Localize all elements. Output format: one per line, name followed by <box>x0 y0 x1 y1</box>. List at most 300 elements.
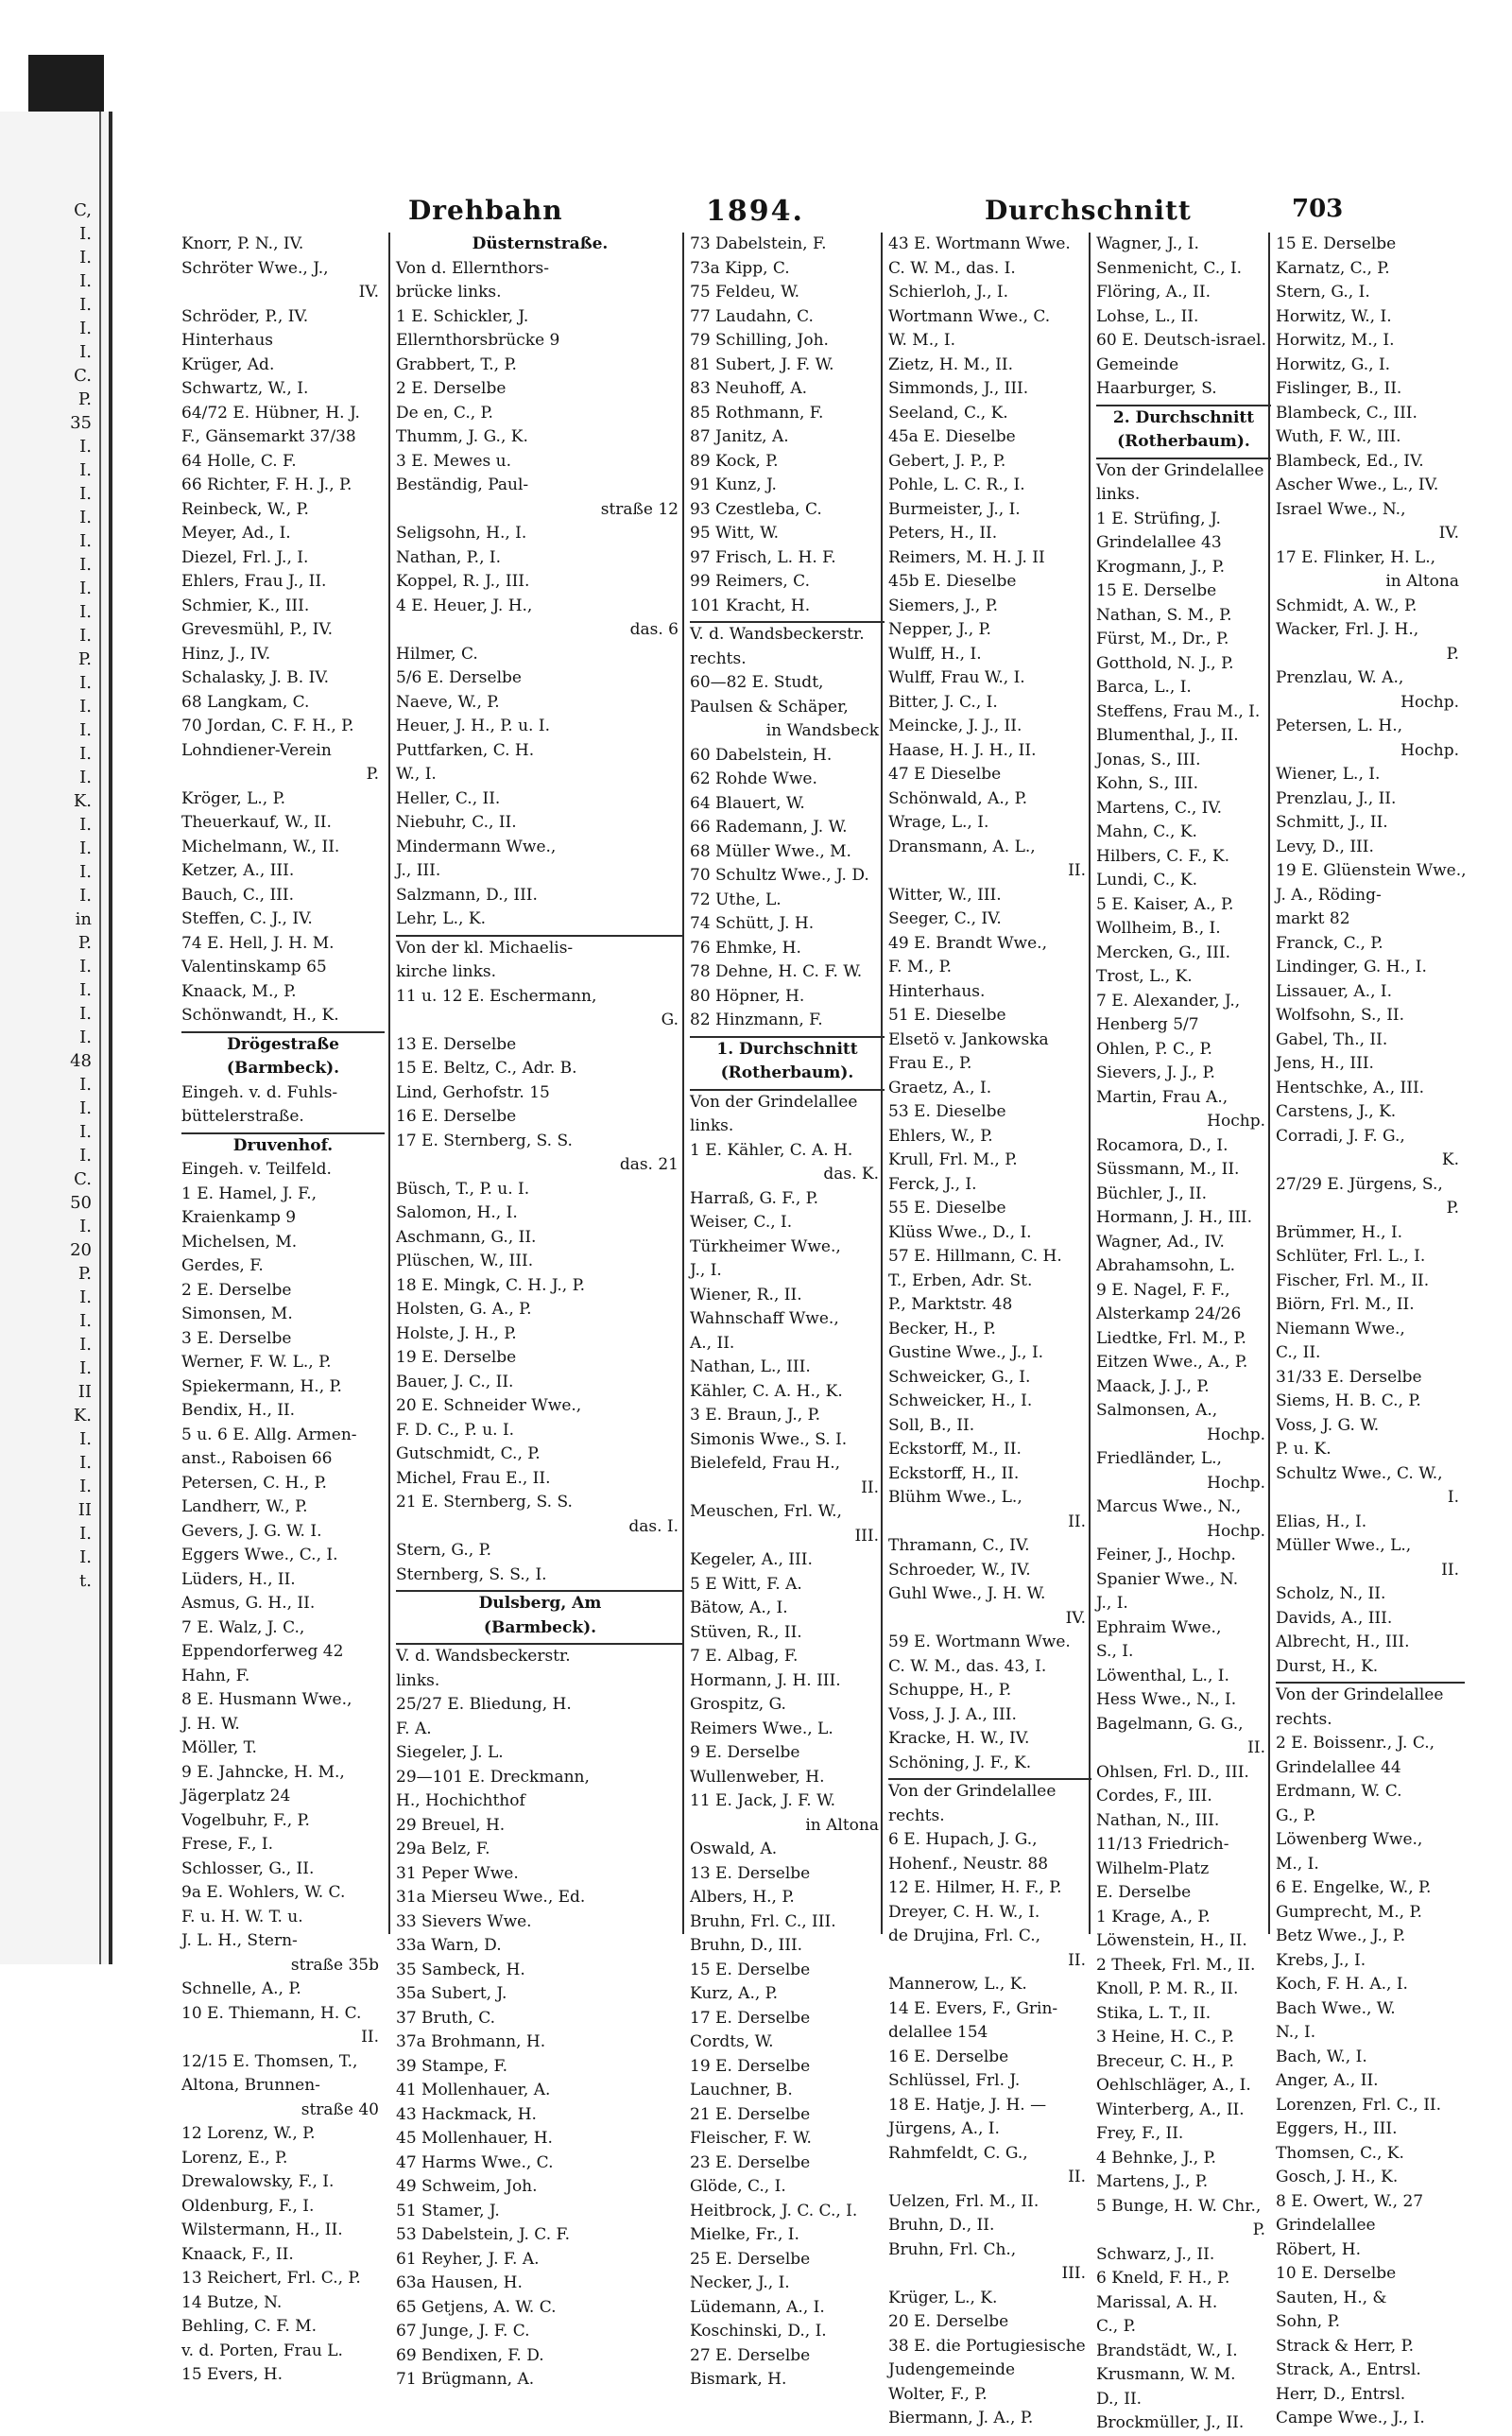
directory-entry: 38 E. die Portugiesische <box>888 2336 1086 2356</box>
directory-entry: delallee 154 <box>888 2023 988 2042</box>
directory-entry: 25 E. Derselbe <box>690 2249 811 2269</box>
directory-entry: Salmonsen, A., <box>1096 1401 1218 1420</box>
directory-entry: markt 82 <box>1276 909 1350 928</box>
directory-entry: (Rotherbaum). <box>720 1063 854 1082</box>
directory-entry: 63a Hausen, H. <box>396 2273 523 2292</box>
directory-entry: Horwitz, W., I. <box>1276 306 1392 326</box>
directory-entry: Elias, H., I. <box>1276 1512 1367 1531</box>
directory-columns <box>115 233 1467 2432</box>
directory-entry: 66 Richter, F. H. J., P. <box>181 475 352 494</box>
directory-entry: Weiser, C., I. <box>690 1213 793 1232</box>
directory-entry: Anger, A., II. <box>1276 2071 1379 2090</box>
directory-entry: Haase, H. J. H., II. <box>888 740 1037 760</box>
directory-entry: Kracke, H. W., IV. <box>888 1729 1030 1748</box>
directory-entry: 97 Frisch, L. H. F. <box>690 547 836 567</box>
directory-entry: 47 Harms Wwe., C. <box>396 2152 554 2172</box>
left-fragment-line: K. <box>73 791 92 811</box>
directory-entry: Hahn, F. <box>181 1666 250 1685</box>
directory-entry: J., I. <box>1096 1594 1128 1613</box>
directory-entry: 2 E. Derselbe <box>181 1280 292 1300</box>
directory-entry: P. u. K. <box>1276 1440 1332 1459</box>
directory-entry: Franck, C., P. <box>1276 933 1383 953</box>
directory-entry: 73a Kipp, C. <box>690 258 790 278</box>
directory-entry: Von der Grindelallee <box>888 1778 1091 1805</box>
directory-entry: Heller, C., II. <box>396 788 501 808</box>
directory-entry: Lohse, L., II. <box>1096 306 1199 326</box>
directory-entry: Schönwandt, H., K. <box>181 1006 339 1025</box>
directory-entry: Seligsohn, H., I. <box>396 524 527 543</box>
directory-entry: de Drujina, Frl. C., <box>888 1926 1041 1945</box>
directory-entry: 59 E. Wortmann Wwe. <box>888 1633 1071 1651</box>
directory-entry: Reimers Wwe., L. <box>690 1719 833 1738</box>
column-3 <box>682 233 885 2389</box>
directory-entry: Eingeh. v. d. Fuhls- <box>181 1082 338 1102</box>
directory-entry: Bätow, A., I. <box>690 1598 788 1617</box>
directory-entry: Pohle, L. C. R., I. <box>888 475 1025 494</box>
directory-entry: Peters, H., II. <box>888 524 998 543</box>
directory-entry: Spanier Wwe., N. <box>1096 1569 1239 1589</box>
left-fragment-line: I. <box>79 437 92 457</box>
directory-entry: 62 Rohde Wwe. <box>690 769 817 788</box>
directory-entry: Krebs, J., I. <box>1276 1950 1366 1970</box>
directory-entry: Ohlen, P. C., P. <box>1096 1039 1212 1059</box>
directory-entry: Dransmann, A. L., <box>888 837 1036 856</box>
directory-entry: Schwarz, J., II. <box>1096 2244 1215 2264</box>
left-fragment-line: I. <box>79 720 92 740</box>
directory-entry: Eckstorff, H., II. <box>888 1463 1020 1483</box>
directory-entry: Lissauer, A., I. <box>1276 981 1392 1001</box>
left-fragment-line: I. <box>79 1429 92 1449</box>
directory-entry: Bendix, H., II. <box>181 1401 296 1420</box>
directory-entry: Ascher Wwe., L., IV. <box>1276 475 1439 494</box>
directory-entry: 1 E. Schickler, J. <box>396 306 529 326</box>
directory-entry: Brandstädt, W., I. <box>1096 2341 1238 2360</box>
directory-entry: Knorr, P. N., IV. <box>181 234 304 253</box>
left-fragment-line: I. <box>79 460 92 480</box>
directory-entry: Liedtke, Frl. M., P. <box>1096 1328 1246 1348</box>
directory-entry: Hochp. <box>1400 692 1459 712</box>
directory-entry: Röbert, H. <box>1276 2239 1361 2259</box>
directory-entry: Möller, T. <box>181 1738 257 1757</box>
directory-entry: F. u. H. W. T. u. <box>181 1907 303 1926</box>
directory-entry: Reinbeck, W., P. <box>181 499 309 519</box>
directory-entry: Voss, J. J. A., III. <box>888 1704 1017 1724</box>
left-fragment-line: I. <box>79 626 92 646</box>
directory-entry: 45b E. Dieselbe <box>888 572 1017 591</box>
directory-entry: Simonis Wwe., S. I. <box>690 1429 848 1449</box>
directory-entry: Bach, W., I. <box>1276 2047 1367 2066</box>
directory-entry: Holsten, G. A., P. <box>396 1300 532 1319</box>
directory-entry: Cordts, W. <box>690 2032 774 2051</box>
directory-entry: Jonas, S., III. <box>1096 750 1201 769</box>
directory-entry: Hochp. <box>1207 1473 1265 1493</box>
directory-entry: Wollheim, B., I. <box>1096 919 1221 938</box>
directory-entry: Lüders, H., II. <box>181 1569 296 1589</box>
directory-entry: Schweicker, G., I. <box>888 1367 1031 1387</box>
directory-entry: Cordes, F., III. <box>1096 1787 1212 1805</box>
left-fragment-line: I. <box>79 1547 92 1567</box>
directory-entry: Bauch, C., III. <box>181 885 295 905</box>
directory-entry: 18 E. Mingk, C. H. J., P. <box>396 1275 585 1295</box>
directory-entry: Martens, J., P. <box>1096 2172 1209 2191</box>
directory-entry: Nathan, P., I. <box>396 547 502 567</box>
directory-entry: Mercken, G., III. <box>1096 942 1230 962</box>
directory-entry: Hochp. <box>1400 740 1459 760</box>
directory-entry: Feiner, J., Hochp. <box>1096 1546 1236 1564</box>
directory-entry: 31 Peper Wwe. <box>396 1863 519 1883</box>
directory-entry: Türkheimer Wwe., <box>690 1236 841 1256</box>
directory-entry: Elsetö v. Jankowska <box>888 1029 1049 1049</box>
directory-entry: Grevesmühl, P., IV. <box>181 620 334 639</box>
directory-entry: 20 E. Derselbe <box>888 2312 1009 2331</box>
directory-entry: Stüven, R., II. <box>690 1622 802 1642</box>
directory-entry: 70 Jordan, C. F. H., P. <box>181 717 354 735</box>
directory-entry: Blumenthal, J., II. <box>1096 726 1239 745</box>
left-fragment-line: I. <box>79 1524 92 1544</box>
directory-entry: Winterberg, A., II. <box>1096 2099 1245 2119</box>
directory-entry: Stika, L. T., II. <box>1096 2003 1211 2023</box>
directory-entry: 27/29 E. Jürgens, S., <box>1276 1174 1443 1194</box>
directory-entry: 60 Dabelstein, H. <box>690 745 833 765</box>
directory-entry: Thramann, C., IV. <box>888 1536 1030 1555</box>
directory-entry: 29a Belz, F. <box>396 1840 490 1858</box>
directory-entry: 70 Schultz Wwe., J. D. <box>690 866 869 885</box>
directory-entry: Martens, C., IV. <box>1096 798 1223 818</box>
directory-entry: Hochp. <box>1207 1521 1265 1541</box>
directory-entry: 1 E. Strüfing, J. <box>1096 509 1221 528</box>
left-fragment-line: P. <box>77 933 92 953</box>
directory-entry: Hinz, J., IV. <box>181 644 271 664</box>
directory-entry: 76 Ehmke, H. <box>690 938 801 958</box>
left-fragment-line: I. <box>79 1453 92 1473</box>
directory-entry: brücke links. <box>396 283 502 302</box>
directory-entry: Hormann, J. H. III. <box>690 1670 841 1690</box>
directory-entry: Büsch, T., P. u. I. <box>396 1179 530 1199</box>
directory-entry: Ehlers, Frau J., II. <box>181 572 327 591</box>
directory-entry: Nepper, J., P. <box>888 620 991 639</box>
directory-entry: Werner, F. W. L., P. <box>181 1353 332 1372</box>
left-fragment-line: I. <box>79 862 92 882</box>
directory-entry: Oehlschläger, A., I. <box>1096 2076 1251 2095</box>
directory-entry: Knaack, F., II. <box>181 2244 294 2264</box>
directory-entry: Kohn, S., III. <box>1096 774 1198 793</box>
directory-entry: Ohlsen, Frl. D., III. <box>1096 1762 1249 1782</box>
directory-entry: 18 E. Hatje, J. H. — <box>888 2095 1047 2115</box>
directory-entry: Gevers, J. G. W. I. <box>181 1521 322 1541</box>
directory-entry: II. <box>1068 1512 1086 1531</box>
directory-entry: Betz Wwe., J., P. <box>1276 1926 1406 1945</box>
directory-entry: Kurz, A., P. <box>690 1984 779 2003</box>
directory-entry: Wilstermann, H., II. <box>181 2220 343 2239</box>
left-fragment-line: I. <box>79 697 92 717</box>
directory-page <box>115 112 1476 2432</box>
directory-entry: 25/27 E. Bliedung, H. <box>396 1695 572 1714</box>
directory-entry: Brümmer, H., I. <box>1276 1222 1403 1242</box>
directory-entry: Wolter, F., P. <box>888 2384 988 2404</box>
directory-entry: Oswald, A. <box>690 1840 778 1858</box>
directory-entry: M., I. <box>1276 1854 1319 1874</box>
directory-entry: C., P. <box>1096 2317 1137 2336</box>
directory-entry: P. <box>366 765 379 784</box>
directory-entry: 55 E. Dieselbe <box>888 1199 1006 1218</box>
directory-entry: Schnelle, A., P. <box>181 1979 301 1998</box>
directory-entry: T., Erben, Adr. St. <box>888 1270 1033 1290</box>
directory-entry: 41 Mollenhauer, A. <box>396 2081 551 2099</box>
directory-entry: Burmeister, J., I. <box>888 499 1021 519</box>
left-fragment-line: I. <box>79 484 92 504</box>
directory-entry: Jens, H., III. <box>1276 1054 1374 1073</box>
directory-entry: in Wandsbeck <box>765 721 879 740</box>
directory-entry: 6 E. Hupach, J. G., <box>888 1830 1038 1849</box>
directory-entry: 45 Mollenhauer, H. <box>396 2129 553 2148</box>
directory-entry: 13 E. Derselbe <box>690 1863 811 1883</box>
left-fragment-line: 35 <box>70 413 92 433</box>
directory-entry: 1 E. Kähler, C. A. H. <box>690 1140 853 1160</box>
directory-entry: straße 40 <box>301 2099 379 2119</box>
directory-entry: 21 E. Sternberg, S. S. <box>396 1493 573 1512</box>
directory-entry: v. d. Porten, Frau L. <box>181 2341 343 2360</box>
directory-entry: Wolfsohn, S., II. <box>1276 1006 1405 1025</box>
left-fragment-line: I. <box>79 1217 92 1236</box>
directory-entry: Druvenhof. <box>181 1132 385 1159</box>
directory-entry: Steffens, Frau M., I. <box>1096 701 1261 721</box>
directory-entry: 10 E. Thiemann, H. C. <box>181 2003 362 2023</box>
directory-entry: Blambeck, Ed., IV. <box>1276 451 1424 471</box>
directory-entry: 3 E. Mewes u. <box>396 451 511 471</box>
directory-entry: Blambeck, C., III. <box>1276 403 1418 423</box>
directory-entry: Martin, Frau A., <box>1096 1087 1228 1107</box>
directory-entry: II. <box>361 2028 379 2047</box>
directory-entry: III. <box>1061 2264 1086 2283</box>
directory-entry: Nathan, L., III. <box>690 1357 811 1376</box>
directory-entry: Alsterkamp 24/26 <box>1096 1304 1242 1323</box>
directory-entry: 68 Müller Wwe., M. <box>690 841 851 861</box>
directory-entry: Hochp. <box>1207 1112 1265 1131</box>
directory-entry: Lauchner, B. <box>690 2081 793 2099</box>
directory-entry: Fleischer, F. W. <box>690 2129 812 2148</box>
directory-entry: Niemann Wwe., <box>1276 1319 1405 1339</box>
directory-entry: J. A., Röding- <box>1276 885 1382 905</box>
directory-entry: Meyer, Ad., I. <box>181 524 291 543</box>
header-street-right: Durchschnitt <box>985 195 1192 226</box>
directory-entry: Levy, D., III. <box>1276 837 1374 856</box>
directory-entry: 93 Czestleba, C. <box>690 499 822 519</box>
directory-entry: 19 E. Glüenstein Wwe., <box>1276 861 1467 880</box>
directory-entry: in Altona <box>1385 572 1459 591</box>
directory-entry: rechts. <box>888 1805 945 1825</box>
directory-entry: Sauten, H., & <box>1276 2288 1387 2307</box>
directory-entry: Wahnschaff Wwe., <box>690 1309 839 1328</box>
directory-entry: 82 Hinzmann, F. <box>690 1011 823 1029</box>
directory-entry: 14 Butze, N. <box>181 2292 283 2312</box>
directory-entry: 13 E. Derselbe <box>396 1034 517 1054</box>
directory-entry: Koppel, R. J., III. <box>396 572 530 591</box>
directory-entry: 4 E. Heuer, J. H., <box>396 596 533 615</box>
directory-entry: Meincke, J. J., II. <box>888 717 1022 735</box>
directory-entry: Wiener, R., II. <box>690 1285 802 1304</box>
directory-entry: Löwenstein, H., II. <box>1096 1931 1247 1950</box>
directory-entry: Theuerkauf, W., II. <box>181 813 332 832</box>
directory-entry: 81 Subert, J. F. W. <box>690 354 834 374</box>
directory-entry: H., Hochichthof <box>396 1791 525 1810</box>
directory-entry: Mindermann Wwe., <box>396 837 557 856</box>
directory-entry: Grindelallee <box>1276 2216 1376 2235</box>
directory-entry: Hilbers, C. F., K. <box>1096 846 1229 866</box>
directory-entry: 1. Durchschnitt <box>690 1036 885 1063</box>
directory-entry: Ellernthorsbrücke 9 <box>396 331 560 350</box>
directory-entry: Hohenf., Neustr. 88 <box>888 1854 1049 1874</box>
directory-entry: Hochp. <box>1207 1425 1265 1444</box>
directory-entry: 7 E. Alexander, J., <box>1096 991 1241 1011</box>
directory-entry: Wuth, F. W., III. <box>1276 427 1401 446</box>
left-fragment-line: I. <box>79 886 92 906</box>
directory-entry: V. d. Wandsbeckerstr. <box>396 1643 684 1669</box>
directory-entry: Ketzer, A., III. <box>181 861 295 880</box>
directory-entry: Paulsen & Schäper, <box>690 697 849 717</box>
directory-entry: De en, C., P. <box>396 403 493 423</box>
directory-entry: Oldenburg, F., I. <box>181 2196 315 2216</box>
directory-entry: Gotthold, N. J., P. <box>1096 653 1234 673</box>
directory-entry: P. <box>1252 2220 1265 2239</box>
directory-entry: kirche links. <box>396 962 497 981</box>
directory-entry: 9a E. Wohlers, W. C. <box>181 1883 346 1902</box>
directory-entry: Stern, G., P. <box>396 1541 492 1560</box>
directory-entry: Corradi, J. F. G., <box>1276 1126 1405 1146</box>
directory-entry: 74 Schütt, J. H. <box>690 914 815 933</box>
directory-entry: Wiener, L., I. <box>1276 765 1381 784</box>
directory-entry: Krogmann, J., P. <box>1096 557 1226 577</box>
directory-entry: Biermann, J. A., P. <box>888 2409 1034 2427</box>
directory-entry: Lundi, C., K. <box>1096 871 1198 890</box>
directory-entry: Simmonds, J., III. <box>888 379 1029 398</box>
directory-entry: Grindelallee 44 <box>1276 1757 1401 1777</box>
directory-entry: Vogelbuhr, F., P. <box>181 1810 310 1830</box>
directory-entry: Sternberg, S. S., I. <box>396 1564 547 1584</box>
directory-entry: Schlüter, Frl. L., I. <box>1276 1247 1426 1266</box>
directory-entry: Schierloh, J., I. <box>888 283 1008 302</box>
directory-entry: Eingeh. v. Teilfeld. <box>181 1160 332 1179</box>
directory-entry: Koch, F. H. A., I. <box>1276 1975 1408 1994</box>
directory-entry: Ephraim Wwe., <box>1096 1617 1222 1637</box>
directory-entry: 11 E. Jack, J. F. W. <box>690 1791 835 1810</box>
directory-entry: 7 E. Walz, J. C., <box>181 1617 305 1637</box>
directory-entry: Maack, J. J., P. <box>1096 1376 1210 1396</box>
directory-entry: Brockmüller, J., II. <box>1096 2413 1245 2432</box>
directory-entry: Steffen, C. J., IV. <box>181 909 313 928</box>
directory-entry: W., I. <box>396 765 437 784</box>
directory-entry: 29 Breuel, H. <box>396 1815 506 1835</box>
directory-entry: Horwitz, M., I. <box>1276 331 1395 350</box>
directory-entry: P. <box>1446 1199 1459 1218</box>
directory-entry: C. W. M., das. 43, I. <box>888 1656 1047 1676</box>
directory-entry: Gebert, J. P., P. <box>888 451 1006 471</box>
directory-entry: Albers, H., P. <box>690 1888 795 1907</box>
directory-entry: Durst, H., K. <box>1276 1656 1379 1676</box>
directory-entry: Judengemeinde <box>888 2360 1016 2379</box>
directory-entry: K. <box>1441 1150 1459 1169</box>
directory-entry: Grindelallee 43 <box>1096 533 1222 552</box>
left-fragment-line: I. <box>79 838 92 858</box>
left-page-text <box>70 199 92 1593</box>
directory-entry: 61 Reyher, J. F. A. <box>396 2249 540 2269</box>
directory-entry: III. <box>854 1526 879 1546</box>
directory-entry: Marcus Wwe., N., <box>1096 1497 1242 1516</box>
directory-entry: G., P. <box>1276 1805 1316 1825</box>
directory-entry: Breceur, C. H., P. <box>1096 2051 1234 2071</box>
directory-entry: 91 Kunz, J. <box>690 475 777 494</box>
directory-entry: 37a Brohmann, H. <box>396 2032 546 2051</box>
directory-entry: 74 E. Hell, J. H. M. <box>181 933 335 953</box>
left-fragment-line: I. <box>79 531 92 551</box>
directory-entry: Graetz, A., I. <box>888 1078 992 1097</box>
left-fragment-line: I. <box>79 1028 92 1047</box>
directory-entry: 16 E. Derselbe <box>396 1107 517 1126</box>
directory-entry: Karnatz, C., P. <box>1276 258 1390 278</box>
directory-entry: 11 u. 12 E. Eschermann, <box>396 986 597 1006</box>
directory-entry: Mannerow, L., K. <box>888 1975 1027 1994</box>
directory-entry: links. <box>690 1116 734 1135</box>
directory-entry: Von der Grindelallee <box>690 1089 885 1115</box>
directory-entry: 19 E. Derselbe <box>690 2056 811 2076</box>
directory-entry: Petersen, L. H., <box>1276 717 1403 735</box>
left-fragment-line: P. <box>77 389 92 409</box>
left-fragment-line: I. <box>79 957 92 976</box>
directory-entry: Friedländer, L., <box>1096 1449 1222 1468</box>
directory-entry: Becker, H., P. <box>888 1319 996 1339</box>
directory-entry: 71 Brügmann, A. <box>396 2370 535 2389</box>
directory-entry: Nathan, S. M., P. <box>1096 605 1232 625</box>
directory-entry: Wulff, H., I. <box>888 644 982 664</box>
directory-entry: Krusmann, W. M. <box>1096 2365 1236 2384</box>
directory-entry: Israel Wwe., N., <box>1276 499 1406 519</box>
directory-entry: Hilmer, C. <box>396 644 478 664</box>
directory-entry: Von der kl. Michaelis- <box>396 935 684 961</box>
directory-entry: Meuschen, Frl. W., <box>690 1502 842 1521</box>
directory-entry: 60 E. Deutsch-israel. <box>1096 331 1266 350</box>
left-fragment-line: I. <box>79 271 92 291</box>
directory-entry: Guhl Wwe., J. H. W. <box>888 1584 1046 1603</box>
directory-entry: 57 E. Hillmann, C. H. <box>888 1247 1062 1266</box>
left-fragment-line: 48 <box>70 1051 92 1071</box>
directory-entry: 69 Bendixen, F. D. <box>396 2345 544 2365</box>
directory-entry: links. <box>396 1670 440 1690</box>
directory-entry: 27 E. Derselbe <box>690 2345 811 2365</box>
directory-entry: Soll, B., II. <box>888 1415 975 1435</box>
directory-entry: Reimers, M. H. J. II <box>888 547 1045 567</box>
directory-entry: Albrecht, H., III. <box>1276 1633 1410 1651</box>
directory-entry: Abrahamsohn, L. <box>1096 1256 1235 1275</box>
left-fragment-line: I. <box>79 1075 92 1095</box>
directory-entry: Flöring, A., II. <box>1096 283 1211 302</box>
directory-entry: II. <box>1441 1560 1459 1580</box>
directory-entry: 78 Dehne, H. C. F. W. <box>690 962 863 981</box>
directory-entry: Holste, J. H., P. <box>396 1323 517 1343</box>
directory-entry: Gosch, J. H., K. <box>1276 2168 1399 2186</box>
page-number: 703 <box>1292 195 1344 223</box>
directory-entry: 31a Mierseu Wwe., Ed. <box>396 1888 586 1907</box>
directory-entry: 14 E. Evers, F., Grin- <box>888 1998 1058 2018</box>
directory-entry: Diezel, Frl. J., I. <box>181 547 309 567</box>
directory-entry: Voss, J. G. W. <box>1276 1415 1380 1435</box>
left-fragment-line: I. <box>79 342 92 362</box>
directory-entry: E. Derselbe <box>1096 1883 1192 1902</box>
directory-entry: Grospitz, G. <box>690 1695 786 1714</box>
directory-entry: Lindinger, G. H., I. <box>1276 958 1427 976</box>
directory-entry: 35 Sambeck, H. <box>396 1960 525 1979</box>
directory-entry: 43 E. Wortmann Wwe. <box>888 234 1071 253</box>
directory-entry: Gustine Wwe., J., I. <box>888 1343 1044 1362</box>
directory-entry: Eggers Wwe., C., I. <box>181 1546 338 1564</box>
